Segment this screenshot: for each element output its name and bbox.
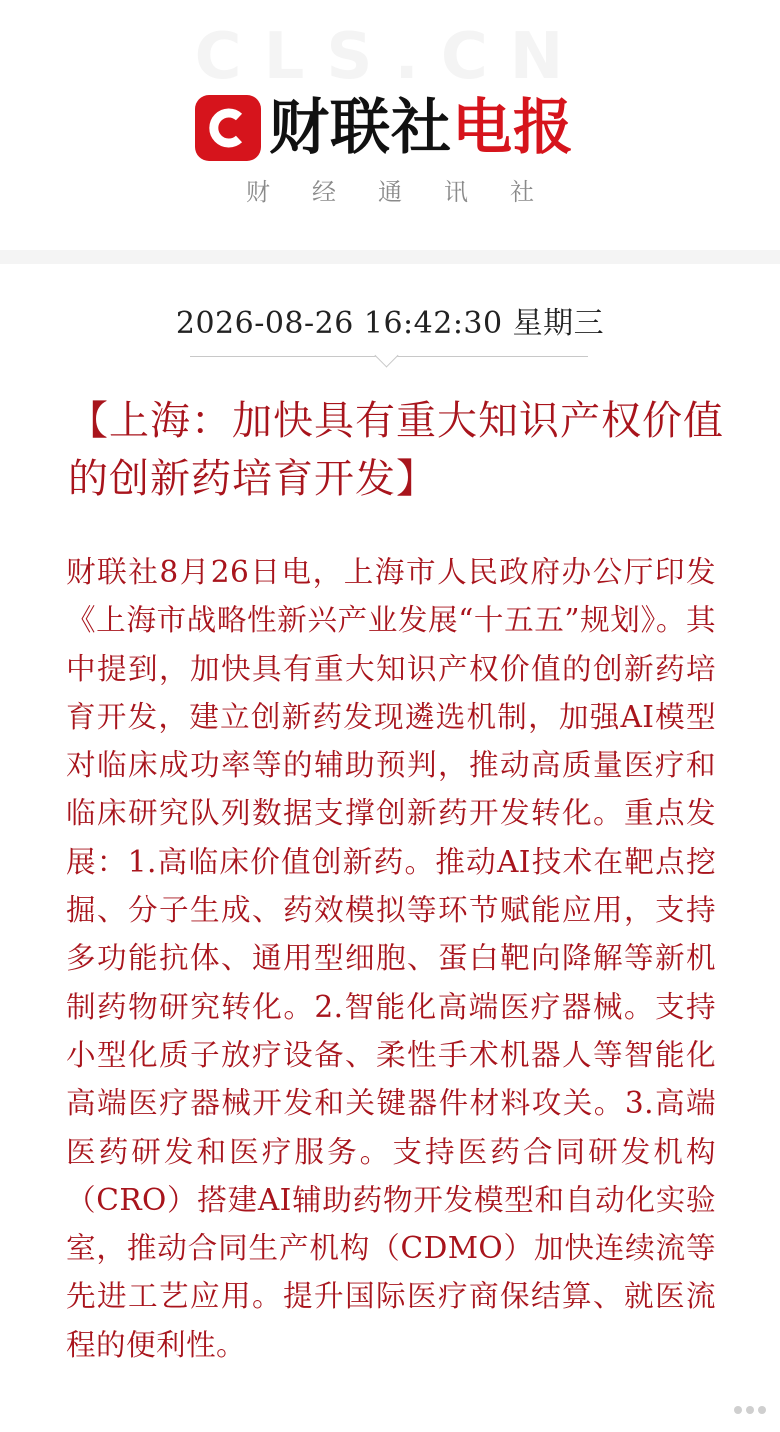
article-datetime: 2026-08-26 16:42:30 星期三 (175, 306, 605, 341)
header-separator (0, 250, 780, 264)
brand-subtitle: 财经通讯社 (246, 178, 576, 206)
corner-watermark (734, 1406, 766, 1414)
article-body: 财联社8月26日电，上海市人民政府办公厅印发《上海市战略性新兴产业发展“十五五”规划》。其中提到，加快具有重大知识产权价值的创新药培育开发，建立创新药发现遴选机制，加强AI模型对临床成功率等的辅助预判，推动高质量医疗和临床研究队列数据支撑创新药开发转化。重点发展：1.高临床价值创新药。推动AI技术在靶点挖掘、分子生成、药效模拟等环节赋能应用，支持多功能抗体、通用型细胞、蛋白靶向降解等新机制药物研究转化。2.智能化高端医疗器械。支持小型化质子放疗设备、柔性手术机器人等智能化高端医疗器械开发和关键器件材料攻关。3.高端医药研发和医疗服务。支持医药合同研发机构（CRO）搭建AI辅助药物开发模型和自动化实验室，推动合同生产机构（CDMO）加快连续流等先进工艺应用。提升国际医疗商保结算、就医流程的便利性。 (66, 555, 716, 1362)
divider-notch (374, 343, 398, 367)
cls-logo-icon (195, 95, 261, 161)
brand-name: 财联社 (269, 93, 452, 163)
watermark-dot (734, 1406, 742, 1414)
article-headline: 【上海：加快具有重大知识产权价值的创新药培育开发】 (68, 398, 724, 502)
watermark-dot (746, 1406, 754, 1414)
watermark-dot (758, 1406, 766, 1414)
header (0, 0, 780, 250)
brand-telegraph: 电报 (452, 93, 574, 163)
header-watermark: CLS.CN (194, 20, 586, 94)
brand-logo (195, 92, 574, 164)
